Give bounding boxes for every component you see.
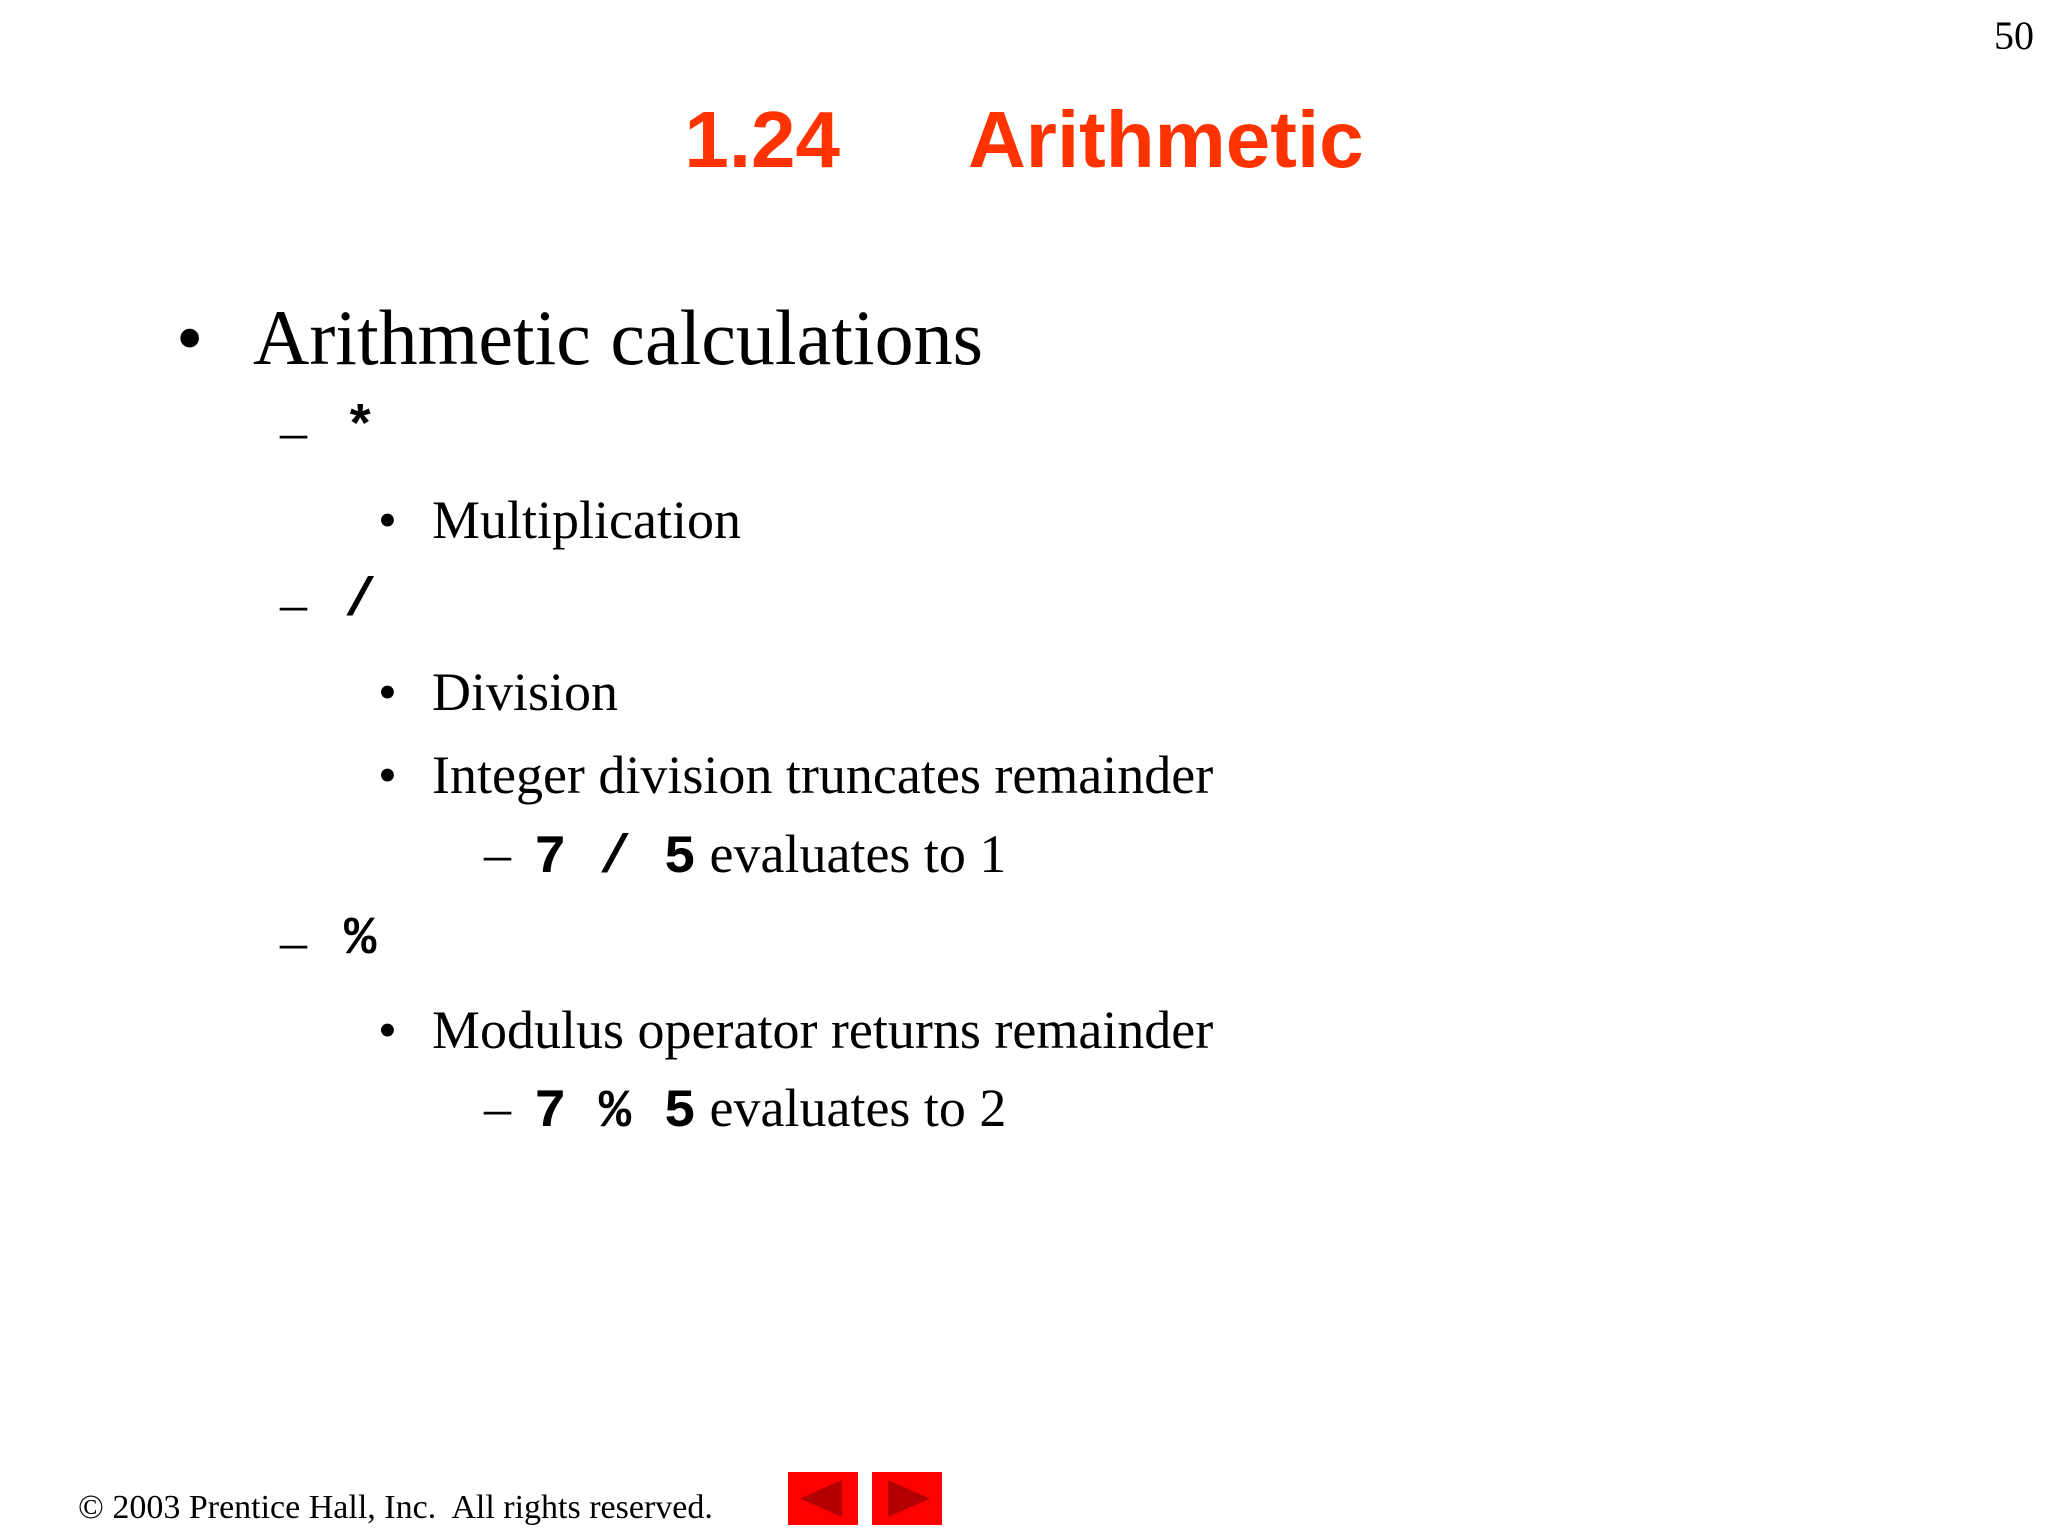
- next-slide-button[interactable]: [872, 1472, 942, 1525]
- dash-marker: –: [280, 912, 307, 972]
- bullet-marker: •: [378, 662, 397, 722]
- bullet-marker: •: [378, 490, 397, 550]
- example-modulus: [534, 1076, 1006, 1145]
- example-division: [534, 822, 1006, 891]
- bullet-text-modulus: Modulus operator returns remainder: [432, 1000, 1214, 1060]
- copyright-footer: [78, 1488, 713, 1528]
- bullet-marker: •: [378, 745, 397, 805]
- bullet-marker: •: [378, 1000, 397, 1060]
- section-number: 1.24: [684, 95, 841, 184]
- operator-divide: /: [344, 571, 377, 632]
- bullet-marker: •: [176, 294, 204, 381]
- page-number: 50: [1994, 13, 2034, 58]
- bullet-text-main: Arithmetic calculations: [253, 294, 983, 381]
- list-item: [176, 292, 203, 384]
- previous-slide-button[interactable]: [788, 1472, 858, 1525]
- dash-marker: –: [484, 1078, 511, 1138]
- left-triangle-icon: [788, 1472, 858, 1525]
- right-triangle-icon: [872, 1472, 942, 1525]
- dash-marker: –: [484, 824, 511, 884]
- example-result: evaluates to 2: [696, 1078, 1007, 1138]
- bullet-text-division: Division: [432, 662, 619, 722]
- title-text: Arithmetic: [968, 95, 1364, 184]
- bullet-text-integer-division: Integer division truncates remainder: [432, 745, 1214, 805]
- slide-title: [0, 92, 2048, 188]
- dash-marker: –: [280, 574, 307, 634]
- copyright-symbol: ©: [78, 1489, 104, 1526]
- code-expression: 7 / 5: [534, 828, 697, 889]
- dash-marker: –: [280, 402, 307, 462]
- code-expression: 7 % 5: [534, 1082, 697, 1143]
- bullet-text-multiplication: Multiplication: [432, 490, 741, 550]
- operator-modulus: %: [344, 909, 377, 970]
- operator-multiply: *: [344, 399, 377, 460]
- copyright-text: 2003 Prentice Hall, Inc. All rights reserved.: [103, 1489, 713, 1526]
- example-result: evaluates to 1: [696, 824, 1007, 884]
